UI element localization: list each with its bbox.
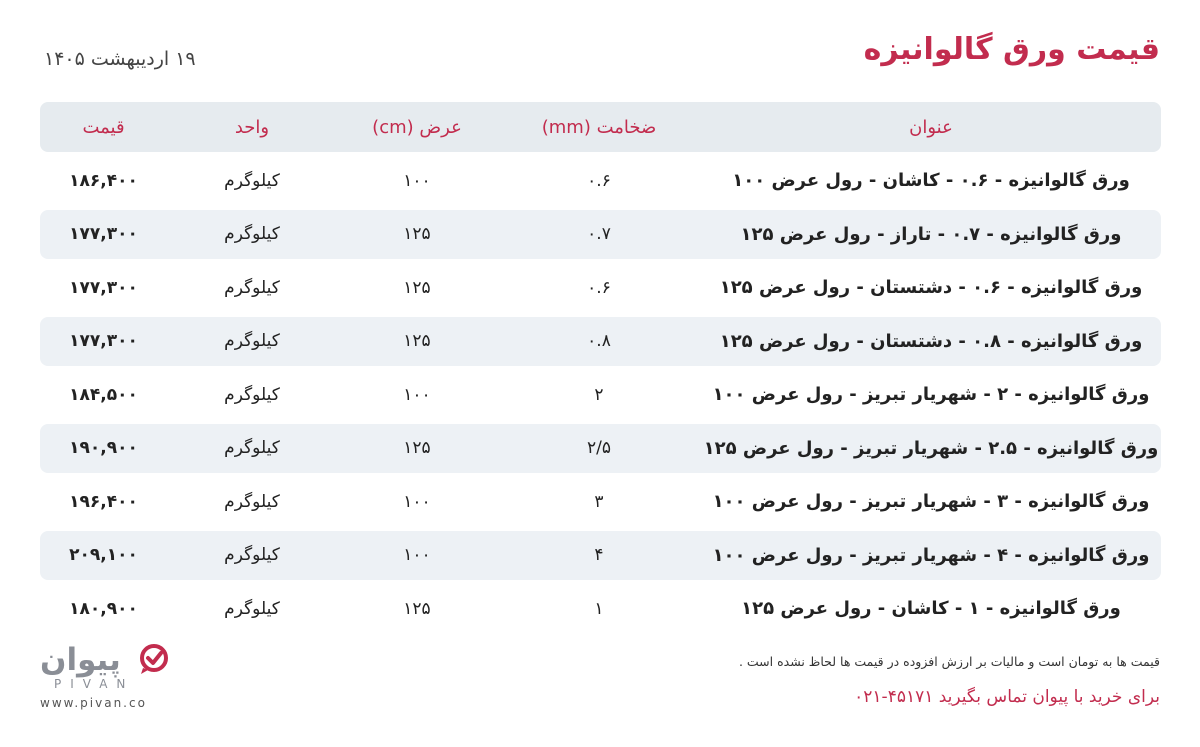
table-row <box>40 317 1161 366</box>
row-width: ۱۰۰ <box>403 545 431 565</box>
row-price: ۱۷۷,۳۰۰ <box>69 277 138 298</box>
row-price: ۱۷۷,۳۰۰ <box>69 331 138 351</box>
row-thickness: ۴ <box>594 545 604 565</box>
checkmark-pin-icon <box>138 643 170 675</box>
table-row <box>40 584 1161 633</box>
header-price: قیمت <box>82 116 125 138</box>
row-unit: کیلوگرم <box>224 170 280 191</box>
row-unit: کیلوگرم <box>224 224 280 244</box>
row-title: ورق گالوانیزه - ۰.۷ - تاراز - رول عرض ۱۲۵ <box>740 223 1122 245</box>
row-unit: کیلوگرم <box>224 331 280 351</box>
row-width: ۱۲۵ <box>403 277 431 298</box>
row-title: ورق گالوانیزه - ۱ - کاشان - رول عرض ۱۲۵ <box>741 598 1121 619</box>
row-thickness: ۳ <box>594 491 604 512</box>
row-unit: کیلوگرم <box>224 545 280 565</box>
row-thickness: ۰.۷ <box>587 224 611 244</box>
table-row <box>40 210 1161 259</box>
header-thickness: ضخامت (mm) <box>541 116 657 138</box>
logo-name-fa: پیوان <box>40 642 121 678</box>
row-thickness: ۲ <box>594 384 604 405</box>
row-width: ۱۲۵ <box>403 331 431 351</box>
table-header <box>40 102 1161 152</box>
pivan-logo[interactable] <box>40 642 172 714</box>
row-width: ۱۲۵ <box>403 598 431 619</box>
row-title: ورق گالوانیزه - ۲.۵ - شهریار تبریز - رول عرض ۱۲۵ <box>703 437 1159 459</box>
row-title: ورق گالوانیزه - ۰.۶ - کاشان - رول عرض ۱۰۰ <box>732 170 1130 191</box>
row-width: ۱۰۰ <box>403 491 431 512</box>
row-unit: کیلوگرم <box>224 438 280 458</box>
row-price: ۱۷۷,۳۰۰ <box>69 224 138 244</box>
row-unit: کیلوگرم <box>224 598 280 619</box>
row-thickness: ۲/۵ <box>587 438 611 458</box>
row-unit: کیلوگرم <box>224 277 280 298</box>
table-row <box>40 424 1161 473</box>
table-row <box>40 370 1161 419</box>
row-width: ۱۲۵ <box>403 438 431 458</box>
table-row <box>40 531 1161 580</box>
row-unit: کیلوگرم <box>224 384 280 405</box>
header-title: عنوان <box>909 116 953 138</box>
logo-url[interactable]: www.pivan.co <box>40 696 147 710</box>
contact-cta: برای خرید با پیوان تماس بگیرید ۴۵۱۷۱-۰۲۱ <box>854 687 1160 707</box>
row-price: ۱۹۰,۹۰۰ <box>69 438 138 458</box>
page-title: قیمت ورق گالوانیزه <box>863 32 1160 67</box>
price-table <box>40 102 1161 638</box>
price-note: قیمت ها به تومان است و مالیات بر ارزش افزوده در قیمت ها لحاظ نشده است . <box>738 654 1160 669</box>
header-width: عرض (cm) <box>372 116 462 138</box>
row-price: ۱۸۶,۴۰۰ <box>69 170 138 191</box>
logo-name-en: PIVAN <box>54 677 135 691</box>
row-price: ۱۸۴,۵۰۰ <box>69 384 138 405</box>
table-row <box>40 263 1161 312</box>
row-price: ۱۸۰,۹۰۰ <box>69 598 138 619</box>
row-thickness: ۰.۶ <box>587 170 611 191</box>
date-label: ۱۹ اردیبهشت ۱۴۰۵ <box>44 48 196 70</box>
row-title: ورق گالوانیزه - ۰.۸ - دشتستان - رول عرض ۱۲۵ <box>719 330 1143 352</box>
row-title: ورق گالوانیزه - ۲ - شهریار تبریز - رول عرض ۱۰۰ <box>712 384 1150 405</box>
header-unit: واحد <box>234 116 270 138</box>
table-row <box>40 156 1161 205</box>
row-title: ورق گالوانیزه - ۳ - شهریار تبریز - رول عرض ۱۰۰ <box>712 491 1150 512</box>
row-price: ۲۰۹,۱۰۰ <box>69 545 138 565</box>
row-width: ۱۲۵ <box>403 224 431 244</box>
row-price: ۱۹۶,۴۰۰ <box>69 491 138 512</box>
row-thickness: ۰.۶ <box>587 277 611 298</box>
row-title: ورق گالوانیزه - ۰.۶ - دشتستان - رول عرض ۱۲۵ <box>719 277 1143 298</box>
row-width: ۱۰۰ <box>403 384 431 405</box>
row-unit: کیلوگرم <box>224 491 280 512</box>
row-thickness: ۰.۸ <box>587 331 611 351</box>
row-thickness: ۱ <box>594 598 604 619</box>
row-title: ورق گالوانیزه - ۴ - شهریار تبریز - رول عرض ۱۰۰ <box>712 544 1150 566</box>
table-row <box>40 477 1161 526</box>
row-width: ۱۰۰ <box>403 170 431 191</box>
